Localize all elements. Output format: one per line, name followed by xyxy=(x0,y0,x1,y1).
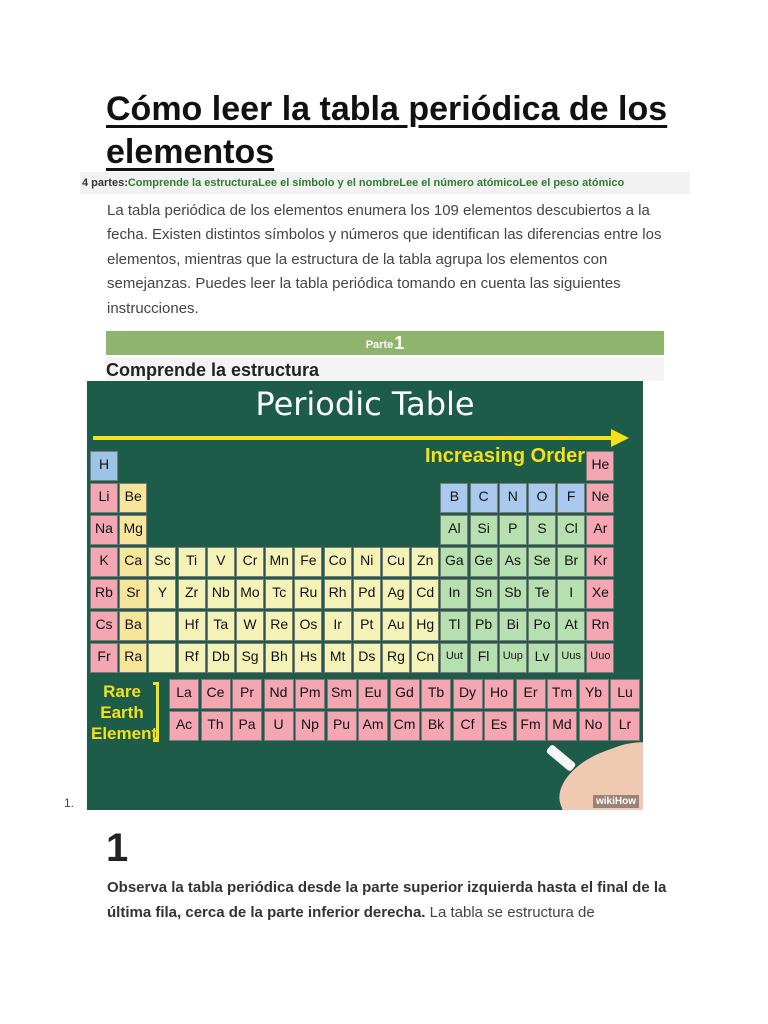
element-cell xyxy=(586,515,614,545)
element-symbol: Uus xyxy=(561,650,581,662)
element-cell xyxy=(294,611,322,641)
element-symbol: C xyxy=(478,488,489,504)
element-symbol: Co xyxy=(328,552,347,568)
element-cell xyxy=(265,579,293,609)
bracket-icon xyxy=(153,682,159,742)
element-cell xyxy=(411,547,439,577)
element-cell xyxy=(90,643,118,673)
element-cell xyxy=(470,483,498,513)
board-title: Periodic Table xyxy=(255,385,475,423)
element-cell xyxy=(528,643,556,673)
part-link-symbol-name[interactable]: Lee el símbolo y el nombre xyxy=(258,177,400,189)
element-cell xyxy=(119,515,147,545)
element-symbol: Ho xyxy=(490,684,508,700)
part-link-atomic-weight[interactable]: Lee el peso atómico xyxy=(519,177,625,189)
element-symbol: Si xyxy=(477,520,490,536)
element-symbol: Cm xyxy=(393,716,416,732)
element-symbol: Ag xyxy=(387,584,405,600)
element-cell xyxy=(382,611,410,641)
rare-earth-cell xyxy=(169,679,199,709)
part-number: 1 xyxy=(394,333,405,353)
element-cell xyxy=(411,579,439,609)
step-bold-text: Observa la tabla periódica desde la parte superior izquierda hasta el final de la última fila, cerca de la parte inferior derecha. xyxy=(107,879,667,921)
element-symbol: Al xyxy=(448,520,461,536)
element-symbol: Ne xyxy=(591,488,610,504)
element-symbol: Bk xyxy=(427,716,445,732)
element-symbol: Lu xyxy=(617,684,633,700)
rare-earth-cell xyxy=(579,679,609,709)
element-symbol: Au xyxy=(387,616,405,632)
element-symbol: Kr xyxy=(593,552,608,568)
element-symbol: Sm xyxy=(331,684,352,700)
element-symbol: W xyxy=(243,616,257,632)
element-symbol: Db xyxy=(211,648,230,664)
element-symbol: Np xyxy=(301,716,319,732)
element-symbol: Ac xyxy=(175,716,193,732)
element-symbol: As xyxy=(504,552,521,568)
part-link-atomic-number[interactable]: Lee el número atómico xyxy=(399,177,520,189)
element-cell xyxy=(119,579,147,609)
element-symbol: Te xyxy=(534,584,550,600)
element-symbol: Po xyxy=(533,616,551,632)
element-cell xyxy=(178,547,206,577)
element-cell xyxy=(586,611,614,641)
element-cell xyxy=(265,643,293,673)
element-cell xyxy=(557,611,585,641)
rare-earth-cell xyxy=(295,711,325,741)
element-cell xyxy=(440,515,468,545)
element-symbol: Rb xyxy=(95,584,113,600)
element-cell xyxy=(440,643,468,673)
element-cell xyxy=(586,451,614,481)
periodic-table-image xyxy=(87,381,643,810)
element-symbol: Pt xyxy=(360,616,374,632)
element-cell xyxy=(236,547,264,577)
rare-earth-cell xyxy=(516,679,546,709)
step-number: 1 xyxy=(106,826,129,870)
element-symbol: Li xyxy=(98,488,110,504)
element-cell xyxy=(178,611,206,641)
element-cell xyxy=(528,579,556,609)
rare-earth-cell xyxy=(201,711,231,741)
element-symbol: Se xyxy=(533,552,551,568)
element-symbol: Lr xyxy=(618,716,632,732)
rare-earth-cell xyxy=(358,711,388,741)
element-cell xyxy=(470,547,498,577)
rare-earth-cell xyxy=(327,679,357,709)
element-symbol: Uup xyxy=(502,650,523,662)
element-symbol: Sc xyxy=(154,552,171,568)
element-symbol: At xyxy=(564,616,578,632)
element-symbol: Hg xyxy=(416,616,435,632)
element-symbol: V xyxy=(216,552,226,568)
element-symbol: Hs xyxy=(299,648,317,664)
rare-earth-cell xyxy=(610,679,640,709)
element-cell xyxy=(440,547,468,577)
element-symbol: Cl xyxy=(564,520,578,536)
rare-earth-label: Rare Earth Element xyxy=(91,682,158,743)
rare-earth-cell xyxy=(484,711,514,741)
element-cell xyxy=(90,451,118,481)
element-symbol: Re xyxy=(270,616,289,632)
element-symbol: Mo xyxy=(240,584,260,600)
element-cell xyxy=(586,579,614,609)
element-cell xyxy=(528,483,556,513)
element-cell xyxy=(148,547,176,577)
element-symbol: Ds xyxy=(358,648,376,664)
element-symbol: Pr xyxy=(240,684,254,700)
element-cell xyxy=(236,643,264,673)
element-cell xyxy=(236,611,264,641)
element-cell xyxy=(265,611,293,641)
element-cell xyxy=(119,483,147,513)
element-cell xyxy=(148,611,176,641)
element-symbol: Th xyxy=(207,716,224,732)
section-heading: Comprende la estructura xyxy=(106,357,664,381)
element-cell xyxy=(411,611,439,641)
element-symbol: Cn xyxy=(416,648,435,664)
element-symbol: Ga xyxy=(445,552,464,568)
order-arrow-line xyxy=(93,436,613,440)
rare-earth-cell xyxy=(421,711,451,741)
rare-earth-cell xyxy=(264,679,294,709)
element-symbol: Ti xyxy=(186,552,198,568)
element-symbol: Sb xyxy=(504,584,522,600)
element-symbol: Rh xyxy=(328,584,347,600)
element-cell xyxy=(119,643,147,673)
element-symbol: Na xyxy=(95,520,113,536)
element-symbol: Cs xyxy=(95,616,113,632)
element-cell xyxy=(148,579,176,609)
element-symbol: Eu xyxy=(364,684,382,700)
element-symbol: K xyxy=(99,552,109,568)
element-cell xyxy=(324,579,352,609)
element-symbol: Tc xyxy=(272,584,287,600)
element-symbol: Pu xyxy=(332,716,351,732)
element-symbol: Bi xyxy=(506,616,520,632)
element-cell xyxy=(528,515,556,545)
element-symbol: Ce xyxy=(206,684,225,700)
element-cell xyxy=(90,579,118,609)
element-cell xyxy=(294,547,322,577)
part-word: Parte xyxy=(365,339,394,351)
element-symbol: Rf xyxy=(184,648,199,664)
element-cell xyxy=(499,547,527,577)
element-symbol: I xyxy=(569,584,574,600)
element-cell xyxy=(148,643,176,673)
element-symbol: Sg xyxy=(241,648,259,664)
element-cell xyxy=(90,611,118,641)
element-symbol: Ir xyxy=(333,616,342,632)
chalk-icon xyxy=(546,744,577,772)
element-cell xyxy=(382,547,410,577)
element-cell xyxy=(499,515,527,545)
element-symbol: Tb xyxy=(427,684,445,700)
element-symbol: Ar xyxy=(593,520,608,536)
element-symbol: Sn xyxy=(475,584,493,600)
element-symbol: Nb xyxy=(211,584,230,600)
element-symbol: Rg xyxy=(387,648,405,664)
element-symbol: Os xyxy=(299,616,318,632)
element-cell xyxy=(90,515,118,545)
element-symbol: Cd xyxy=(416,584,435,600)
element-symbol: H xyxy=(98,456,110,472)
element-symbol: Am xyxy=(362,716,384,732)
element-symbol: Bh xyxy=(270,648,288,664)
element-symbol: Dy xyxy=(458,684,477,700)
element-symbol: Be xyxy=(124,488,142,504)
element-symbol: Pb xyxy=(475,616,493,632)
element-symbol: Sr xyxy=(126,584,141,600)
element-cell xyxy=(353,643,381,673)
element-cell xyxy=(586,483,614,513)
element-cell xyxy=(90,483,118,513)
element-symbol: Ca xyxy=(124,552,143,568)
element-symbol: Mg xyxy=(123,520,143,536)
rare-earth-cell xyxy=(516,711,546,741)
element-cell xyxy=(557,579,585,609)
element-symbol: Gd xyxy=(395,684,414,700)
arrow-right-icon xyxy=(611,429,629,447)
element-symbol: Rn xyxy=(591,616,610,632)
element-symbol: Er xyxy=(523,684,538,700)
element-symbol: Md xyxy=(552,716,572,732)
element-cell xyxy=(557,483,585,513)
part-banner xyxy=(106,331,664,355)
rare-earth-cell xyxy=(579,711,609,741)
element-cell xyxy=(236,579,264,609)
element-symbol: In xyxy=(448,584,461,600)
element-symbol: Xe xyxy=(591,584,609,600)
element-symbol: Mn xyxy=(269,552,289,568)
element-cell xyxy=(178,579,206,609)
rare-earth-cell xyxy=(295,679,325,709)
element-cell xyxy=(440,611,468,641)
element-symbol: Ra xyxy=(124,648,143,664)
element-cell xyxy=(440,579,468,609)
element-cell xyxy=(382,643,410,673)
element-cell xyxy=(499,643,527,673)
element-symbol: O xyxy=(536,488,548,504)
element-cell xyxy=(411,643,439,673)
element-cell xyxy=(499,483,527,513)
element-symbol: Fr xyxy=(97,648,111,664)
watermark-logo: wikiHow xyxy=(593,795,639,808)
element-symbol: No xyxy=(584,716,603,732)
element-symbol: Lv xyxy=(534,648,550,664)
parts-label: 4 partes: xyxy=(82,177,128,189)
element-symbol: Zr xyxy=(184,584,199,600)
rare-earth-cell xyxy=(421,679,451,709)
rare-earth-cell xyxy=(232,711,262,741)
element-cell xyxy=(470,579,498,609)
element-cell xyxy=(178,643,206,673)
element-symbol: P xyxy=(508,520,518,536)
rare-earth-cell xyxy=(453,711,483,741)
rare-earth-cell xyxy=(547,679,577,709)
element-symbol: Nd xyxy=(269,684,288,700)
element-symbol: Cr xyxy=(242,552,258,568)
element-cell xyxy=(586,643,614,673)
rare-earth-cell xyxy=(327,711,357,741)
element-symbol: Uuo xyxy=(590,650,611,662)
element-cell xyxy=(207,611,235,641)
element-cell xyxy=(557,547,585,577)
element-cell xyxy=(207,579,235,609)
element-cell xyxy=(382,579,410,609)
element-symbol: Yb xyxy=(584,684,603,700)
element-cell xyxy=(324,611,352,641)
rare-earth-cell xyxy=(610,711,640,741)
element-symbol: Es xyxy=(490,716,508,732)
element-symbol: Ge xyxy=(474,552,493,568)
rare-earth-cell xyxy=(169,711,199,741)
element-symbol: Fe xyxy=(300,552,317,568)
element-cell xyxy=(90,547,118,577)
element-cell xyxy=(470,515,498,545)
rare-earth-cell xyxy=(201,679,231,709)
element-symbol: Tl xyxy=(448,616,461,632)
element-symbol: Uut xyxy=(445,650,463,662)
element-symbol: Pa xyxy=(238,716,256,732)
element-cell xyxy=(294,579,322,609)
element-symbol: Pd xyxy=(358,584,376,600)
element-cell xyxy=(265,547,293,577)
rare-earth-cell xyxy=(547,711,577,741)
element-symbol: N xyxy=(507,488,518,504)
list-number: 1. xyxy=(64,796,75,810)
rare-earth-cell xyxy=(453,679,483,709)
element-cell xyxy=(207,643,235,673)
element-symbol: Ni xyxy=(360,552,374,568)
element-cell xyxy=(499,611,527,641)
step-text xyxy=(107,875,667,925)
element-cell xyxy=(324,547,352,577)
element-symbol: Cu xyxy=(387,552,405,568)
element-cell xyxy=(353,547,381,577)
element-symbol: U xyxy=(273,716,284,732)
element-symbol: F xyxy=(566,488,576,504)
element-cell xyxy=(528,611,556,641)
element-symbol: Fl xyxy=(477,648,490,664)
element-cell xyxy=(557,515,585,545)
element-cell xyxy=(586,547,614,577)
element-cell xyxy=(294,643,322,673)
element-cell xyxy=(324,643,352,673)
rare-earth-cell xyxy=(390,711,420,741)
parts-navigation xyxy=(80,172,690,194)
order-label: Increasing Order xyxy=(425,445,586,467)
element-cell xyxy=(353,579,381,609)
element-cell xyxy=(440,483,468,513)
element-symbol: Cf xyxy=(460,716,475,732)
element-symbol: He xyxy=(591,456,610,472)
element-cell xyxy=(557,643,585,673)
intro-paragraph: La tabla periódica de los elementos enumera los 109 elementos descubiertos a la fecha. Existen distintos símbolos y números que identifican las diferencias entre los elementos, mientras que la estructura de la tabla agrupa los elementos con semejanzas. Puedes leer la tabla periódica tomando en cuenta las siguientes instrucciones. xyxy=(107,202,662,317)
element-symbol: Mt xyxy=(329,648,346,664)
element-symbol: Ta xyxy=(213,616,229,632)
element-cell xyxy=(470,611,498,641)
element-symbol: Tm xyxy=(551,684,573,700)
rare-earth-cell xyxy=(232,679,262,709)
element-symbol: Y xyxy=(157,584,168,600)
part-link-structure[interactable]: Comprende la estructura xyxy=(127,177,259,189)
element-symbol: La xyxy=(176,684,192,700)
element-cell xyxy=(353,611,381,641)
element-cell xyxy=(119,611,147,641)
element-symbol: Ba xyxy=(124,616,142,632)
rare-earth-cell xyxy=(264,711,294,741)
article-title: Cómo leer la tabla periódica de los elementos xyxy=(106,90,668,171)
element-cell xyxy=(207,547,235,577)
element-cell xyxy=(528,547,556,577)
element-symbol: Hf xyxy=(184,616,199,632)
element-symbol: Ru xyxy=(299,584,318,600)
element-symbol: Pm xyxy=(299,684,321,700)
step-continued-text: La tabla se estructura de xyxy=(425,904,595,921)
rare-earth-cell xyxy=(390,679,420,709)
rare-earth-cell xyxy=(358,679,388,709)
element-cell xyxy=(119,547,147,577)
element-symbol: Fm xyxy=(520,716,541,732)
element-symbol: B xyxy=(449,488,460,504)
element-cell xyxy=(499,579,527,609)
rare-earth-cell xyxy=(484,679,514,709)
element-symbol: S xyxy=(537,520,547,536)
element-symbol: Zn xyxy=(417,552,434,568)
element-symbol: Br xyxy=(564,552,579,568)
element-cell xyxy=(470,643,498,673)
